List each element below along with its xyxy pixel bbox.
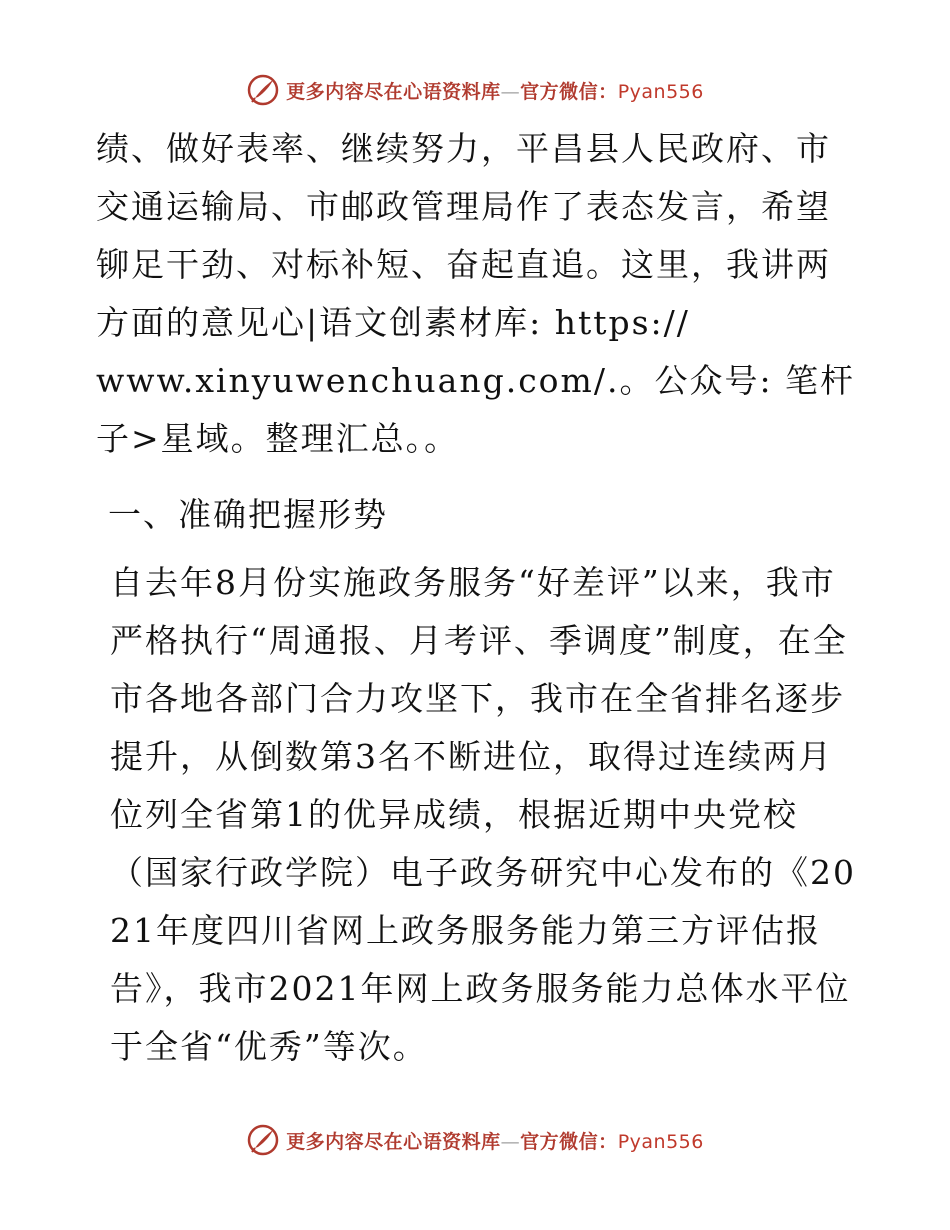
banner-dash: — [500,1130,521,1153]
banner-wechat-label: 官方微信： [520,1130,618,1153]
paragraph-1: 绩、做好表率、继续努力，平昌县人民政府、市交通运输局、市邮政管理局作了表态发言，希望铆足干劲、对标补短、奋起直追。这里，我讲两方面的意见心|语文创素材库: https:// [96,129,831,342]
banner-handle: Pyan556 [617,80,704,103]
paragraph-2: 自去年8月份实施政务服务“好差评”以来，我市严格执行“周通报、月考评、季调度”制度，在全市各地各部门合力攻坚下，我市在全省排名逐步提升，从倒数第3名不断进位，取得过连续两月位列全省第1的优异成绩，根据近期中央党校（国家行政学院）电子政务研究中心发布的《2021年度四川省网上政务服务能力第三方评估报告》，我市2021年网上政务服务能力总体水平位于全省“优秀”等次。 [110,563,856,1066]
footer-watermark-banner [0,1120,950,1160]
banner-prefix: 更多内容尽在心语资料库 [286,80,501,103]
quill-pen-icon [246,73,280,107]
header-watermark-banner [0,70,950,110]
banner-text [286,1127,704,1154]
banner-dash: — [500,80,521,103]
banner-handle: Pyan556 [617,1130,704,1153]
document-body [96,120,856,1076]
section-heading-1: 一、准确把握形势 [108,495,388,534]
banner-prefix: 更多内容尽在心语资料库 [286,1130,501,1153]
banner-wechat-label: 官方微信： [520,80,618,103]
quill-pen-icon [246,1123,280,1157]
banner-text [286,77,704,104]
paragraph-1-continued: www.xinyuwenchuang.com/.。公众号: 笔杆子>星域。整理汇总。。 [96,361,856,458]
